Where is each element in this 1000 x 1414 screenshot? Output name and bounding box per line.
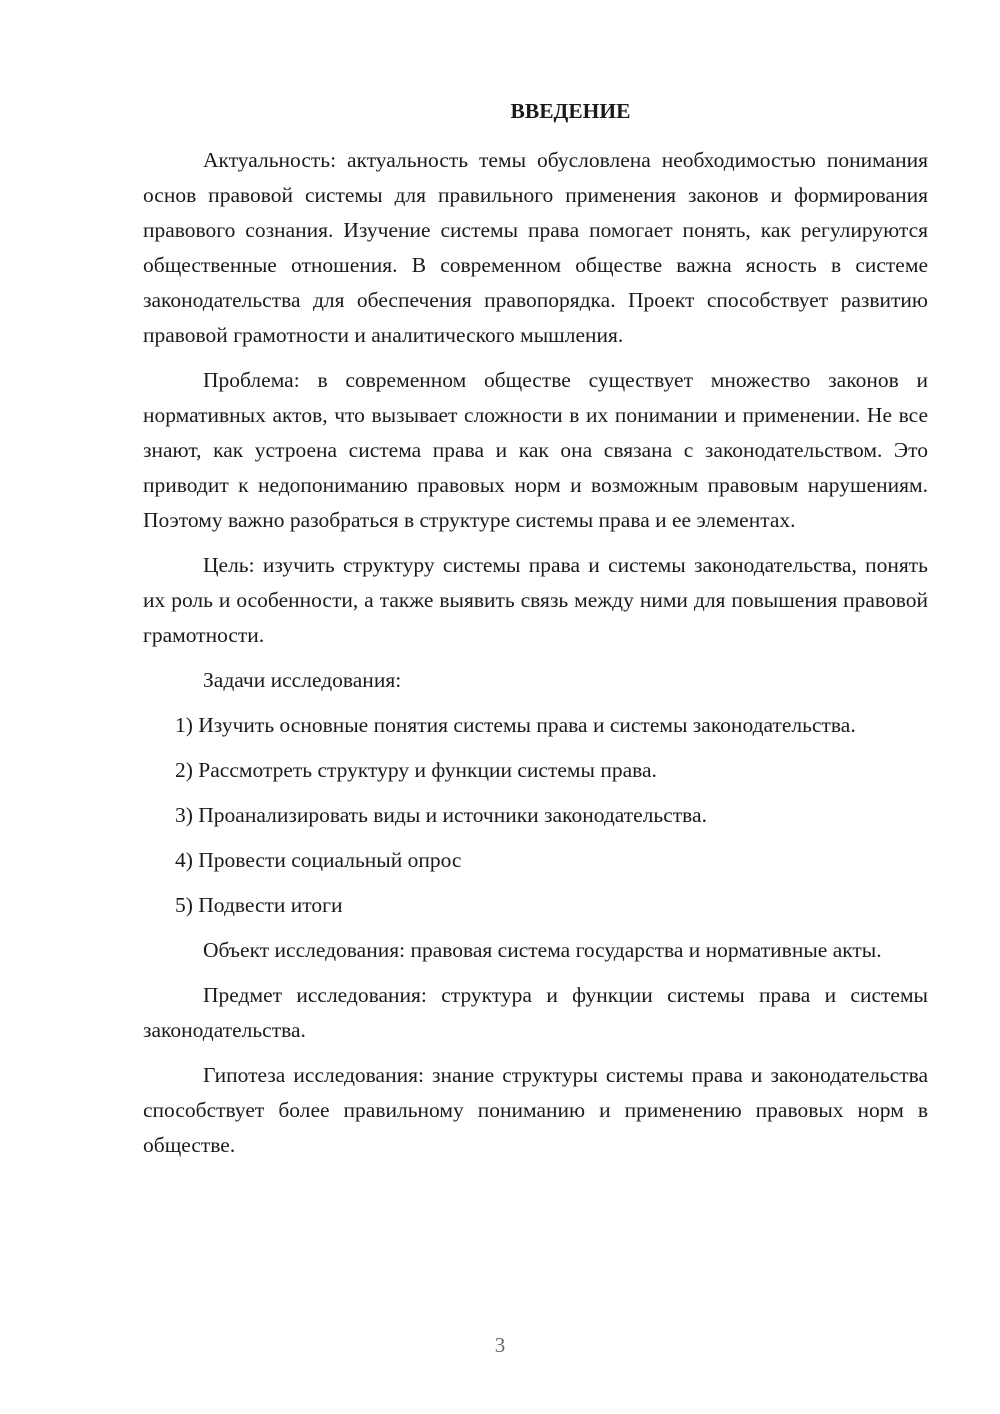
- page-number: 3: [494, 1333, 506, 1357]
- paragraph-goal: Цель: изучить структуру системы права и системы законодательства, понять их роль и особенности, а также выявить связь между ними для повышения правовой грамотности.: [143, 553, 928, 647]
- list-item-task-3: 3) Проанализировать виды и источники законодательства.: [175, 803, 707, 827]
- paragraph-relevance: Актуальность: актуальность темы обусловлена необходимостью понимания основ правовой системы для правильного применения законов и формирования правового сознания. Изучение системы права помогает понять, как регулируются общественные отношения. В современном обществе важна ясность в системе законодательства для обеспечения правопорядка. Проект способствует развитию правовой грамотности и аналитического мышления.: [143, 148, 928, 347]
- paragraph-object: Объект исследования: правовая система государства и нормативные акты.: [203, 938, 882, 962]
- paragraph-hypothesis: Гипотеза исследования: знание структуры системы права и законодательства способствует более правильному пониманию и применению правовых норм в обществе.: [143, 1063, 928, 1157]
- page-title: ВВЕДЕНИЕ: [510, 99, 631, 123]
- paragraph-problem: Проблема: в современном обществе существует множество законов и нормативных актов, что вызывает сложности в их понимании и применении. Не все знают, как устроена система права и как она связана с законодательством. Это приводит к недопониманию правовых норм и возможным правовым нарушениям. Поэтому важно разобраться в структуре системы права и ее элементах.: [143, 368, 928, 532]
- document-page: [143, 96, 928, 1173]
- list-item-task-1: 1) Изучить основные понятия системы права и системы законодательства.: [175, 713, 856, 737]
- list-item-task-4: 4) Провести социальный опрос: [175, 848, 462, 872]
- paragraph-tasks-heading: Задачи исследования:: [203, 668, 402, 692]
- list-item-task-2: 2) Рассмотреть структуру и функции системы права.: [175, 758, 657, 782]
- paragraph-subject: Предмет исследования: структура и функции системы права и системы законодательства.: [143, 983, 928, 1042]
- list-item-task-5: 5) Подвести итоги: [175, 893, 343, 917]
